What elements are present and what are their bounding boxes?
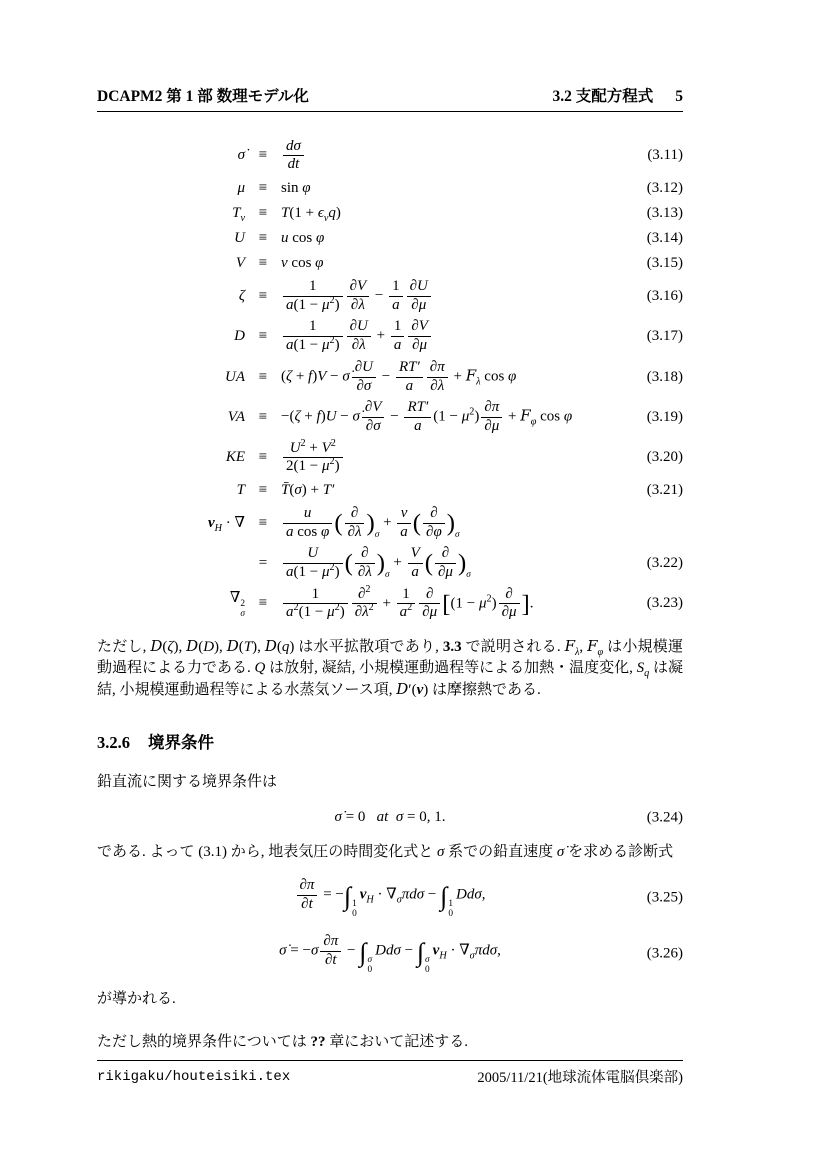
equation-row-3-15 — [97, 253, 683, 274]
equation-rhs: $\frac{1}{a(1 - \mu^2)}$ $\frac{\partial V}{\partial\lambda}$ − $\frac{1}{a}$ $\frac{\partial U}{\partial\mu}$ — [281, 278, 631, 314]
header-title-left: DCAPM2 第 1 部 数理モデル化 — [97, 88, 309, 105]
equation-relation: ≡ — [258, 205, 268, 222]
equation-relation: ≡ — [258, 287, 268, 304]
section-number: 3.2.6 — [97, 733, 130, 753]
footer-date-credit: 2005/11/21(地球流体電脳倶楽部) — [477, 1070, 683, 1086]
equation-number: (3.22) — [646, 555, 683, 571]
equation-relation: ≡ — [258, 368, 268, 385]
equation-number: (3.17) — [646, 328, 683, 345]
equation-lhs: U — [234, 230, 245, 247]
equation-relation: ≡ — [258, 328, 268, 345]
equation-row-3-17 — [97, 318, 683, 354]
equation-number: (3.11) — [647, 147, 683, 164]
equation-row-3-23 — [97, 583, 683, 622]
header-page-number: 5 — [675, 88, 683, 105]
equation-row-3-18 — [97, 359, 683, 395]
equation-lhs: $T_v$ — [232, 205, 245, 225]
paragraph-boundary-intro: 鉛直流に関する境界条件は — [97, 774, 278, 791]
equation-number: (3.15) — [646, 255, 683, 272]
equation-lhs: D — [234, 328, 245, 345]
equation-rhs: $\frac{1}{a^2(1 - \mu^2)}$ $\frac{\partial^2}{\partial\lambda^2}$ + $\frac{1}{a^2}$ $\frac{\partial}{\partial\mu}$ [$(1 - \mu^2)$ $\frac{\partial}{\partial\mu}$ ]. — [281, 586, 631, 622]
paragraph-thermal-note: ただし熱的境界条件については ?? 章において記述する. — [97, 1034, 468, 1051]
section-heading-3-2-6 — [97, 731, 683, 754]
equation-number: (3.12) — [646, 180, 683, 197]
equation-row-3-12 — [97, 178, 683, 199]
equation-lhs: VA — [227, 408, 245, 425]
equation-rhs: $\frac{u}{\text{a cos φ}}$ ( $\frac{\partial}{\partial\lambda}$ )$_\sigma$ + $\frac{v}{a}$ ( $\frac{\partial}{\partial\varphi}$ )$_\sigma$ — [281, 505, 631, 541]
equation-number: (3.23) — [646, 595, 683, 612]
equation-rhs: $\frac{U^2 + V^2}{2(1 - \mu^2)}$ — [281, 440, 631, 476]
equation-relation: ≡ — [258, 255, 268, 272]
equation-number: (3.24) — [646, 809, 683, 826]
equation-lhs: $v_H$ · ∇ — [208, 514, 245, 534]
equation-rhs: (ζ + f)V − σ̇ $\frac{\partial U}{\partial\sigma}$ − $\frac{RT'}{a}$ $\frac{\partial\pi}{\partial\lambda}$ + $F_\lambda$ cos φ — [281, 358, 517, 394]
equation-number: (3.14) — [646, 230, 683, 247]
equation-lhs: ∇ 2 σ — [229, 589, 245, 620]
page-footer — [97, 1060, 683, 1088]
equation-lhs: V — [235, 255, 245, 272]
header-rule — [97, 111, 683, 112]
equation-number: (3.26) — [646, 945, 683, 962]
equation-number: (3.19) — [646, 408, 683, 425]
equation-row-3-16 — [97, 278, 683, 314]
section-title: 境界条件 — [148, 733, 214, 753]
equation-number: (3.20) — [646, 449, 683, 466]
equation-relation: ≡ — [258, 230, 268, 247]
paragraph-diffusion-note: ただし, D(ζ), D(D), D(T), D(q) は水平拡散項であり, 3.3 で説明される. $F_\lambda$, $F_\varphi$ は小規模運動過程による力である. Q は放射, 凝結, 小規模運動過程等による加熱・温度変化, $S_q$ は凝結, 小規模運動過程等による水蒸気ソース項, D′(v) は摩擦熱である. — [97, 637, 683, 699]
equation-number: (3.21) — [646, 481, 683, 498]
equation-row-3-13 — [97, 203, 683, 224]
equation-rhs: −(ζ + f)U − σ̇ $\frac{\partial V}{\partial\sigma}$ − $\frac{RT'}{a}$ $(1 - \mu^2)$ $\frac{\partial\pi}{\partial\mu}$ + $F_\varphi$ cos φ — [281, 399, 573, 434]
equation-relation: ≡ — [258, 147, 268, 164]
aligned-equations — [97, 138, 683, 622]
equation-rhs: $\frac{d\sigma}{dt}$ — [281, 138, 631, 174]
equation-3-24 — [97, 807, 683, 828]
equation-row-3-14 — [97, 228, 683, 249]
equation-body: $\frac{\partial\pi}{\partial t}$ = −∫ 1 0 $v_H \cdot \nabla_\sigma\pi d\sigma$ − ∫ 1 0 Ddσ, — [295, 877, 486, 919]
equation-number: (3.13) — [646, 205, 683, 222]
equation-rhs: u cos φ — [281, 230, 325, 247]
equation-row-3-11 — [97, 138, 683, 174]
equation-rhs: $\frac{U}{a(1 - \mu^2)}$ ( $\frac{\partial}{\partial\lambda}$ )$_\sigma$ + $\frac{V}{a}$ ( $\frac{\partial}{\partial\mu}$ )$_\sigma$ — [281, 545, 631, 581]
equation-relation: ≡ — [258, 481, 268, 498]
equation-relation: ≡ — [258, 514, 268, 531]
equation-row — [97, 505, 683, 541]
equation-lhs: μ — [237, 180, 245, 197]
header-section-title: 3.2 支配方程式 — [552, 88, 654, 105]
page-header — [97, 86, 683, 108]
equation-lhs: ζ — [238, 287, 245, 304]
equation-body: σ̇ = −σ $\frac{\partial\pi}{\partial t}$ − ∫ σ 0 Ddσ − ∫ σ 0 $v_H \cdot \nabla_\sigma\pi d\sigma$, — [279, 933, 501, 975]
equation-relation: ≡ — [258, 595, 268, 612]
equation-relation: = — [258, 555, 268, 571]
equation-lhs: σ̇ — [237, 147, 245, 164]
equation-rhs: $\frac{1}{a(1 - \mu^2)}$ $\frac{\partial U}{\partial\lambda}$ + $\frac{1}{a}$ $\frac{\partial V}{\partial\mu}$ — [281, 318, 631, 354]
equation-rhs: v cos φ — [281, 255, 324, 272]
equation-body: σ̇ = 0 at σ = 0, 1. — [334, 809, 446, 826]
paragraph-derived: が導かれる. — [97, 991, 176, 1008]
equation-number: (3.25) — [646, 889, 683, 906]
equation-row-3-20 — [97, 437, 683, 476]
equation-relation: ≡ — [258, 449, 268, 466]
equation-row-3-19 — [97, 399, 683, 435]
equation-row-3-22 — [97, 545, 683, 581]
equation-relation: ≡ — [258, 408, 268, 425]
equation-lhs: T — [236, 481, 245, 498]
equation-row-3-21 — [97, 480, 683, 501]
footer-filename: rikigaku/houteisiki.tex — [97, 1069, 291, 1085]
equation-3-25 — [97, 877, 683, 919]
equation-lhs: KE — [225, 449, 245, 466]
equation-rhs: sin φ — [281, 180, 311, 197]
equation-number: (3.16) — [646, 287, 683, 304]
equation-relation: ≡ — [258, 180, 268, 197]
equation-number: (3.18) — [646, 368, 683, 385]
equation-rhs: $T(1 + \epsilon_vq)$ — [281, 205, 341, 225]
paragraph-diagnostic-intro: である. よって (3.1) から, 地表気圧の時間変化式と σ 系での鉛直速度 σ̇ を求める診断式 — [97, 844, 674, 861]
header-right — [552, 86, 683, 108]
equation-lhs: UA — [225, 368, 245, 385]
equation-3-26 — [97, 933, 683, 975]
equation-rhs: T̄(σ) + T′ — [281, 481, 335, 498]
